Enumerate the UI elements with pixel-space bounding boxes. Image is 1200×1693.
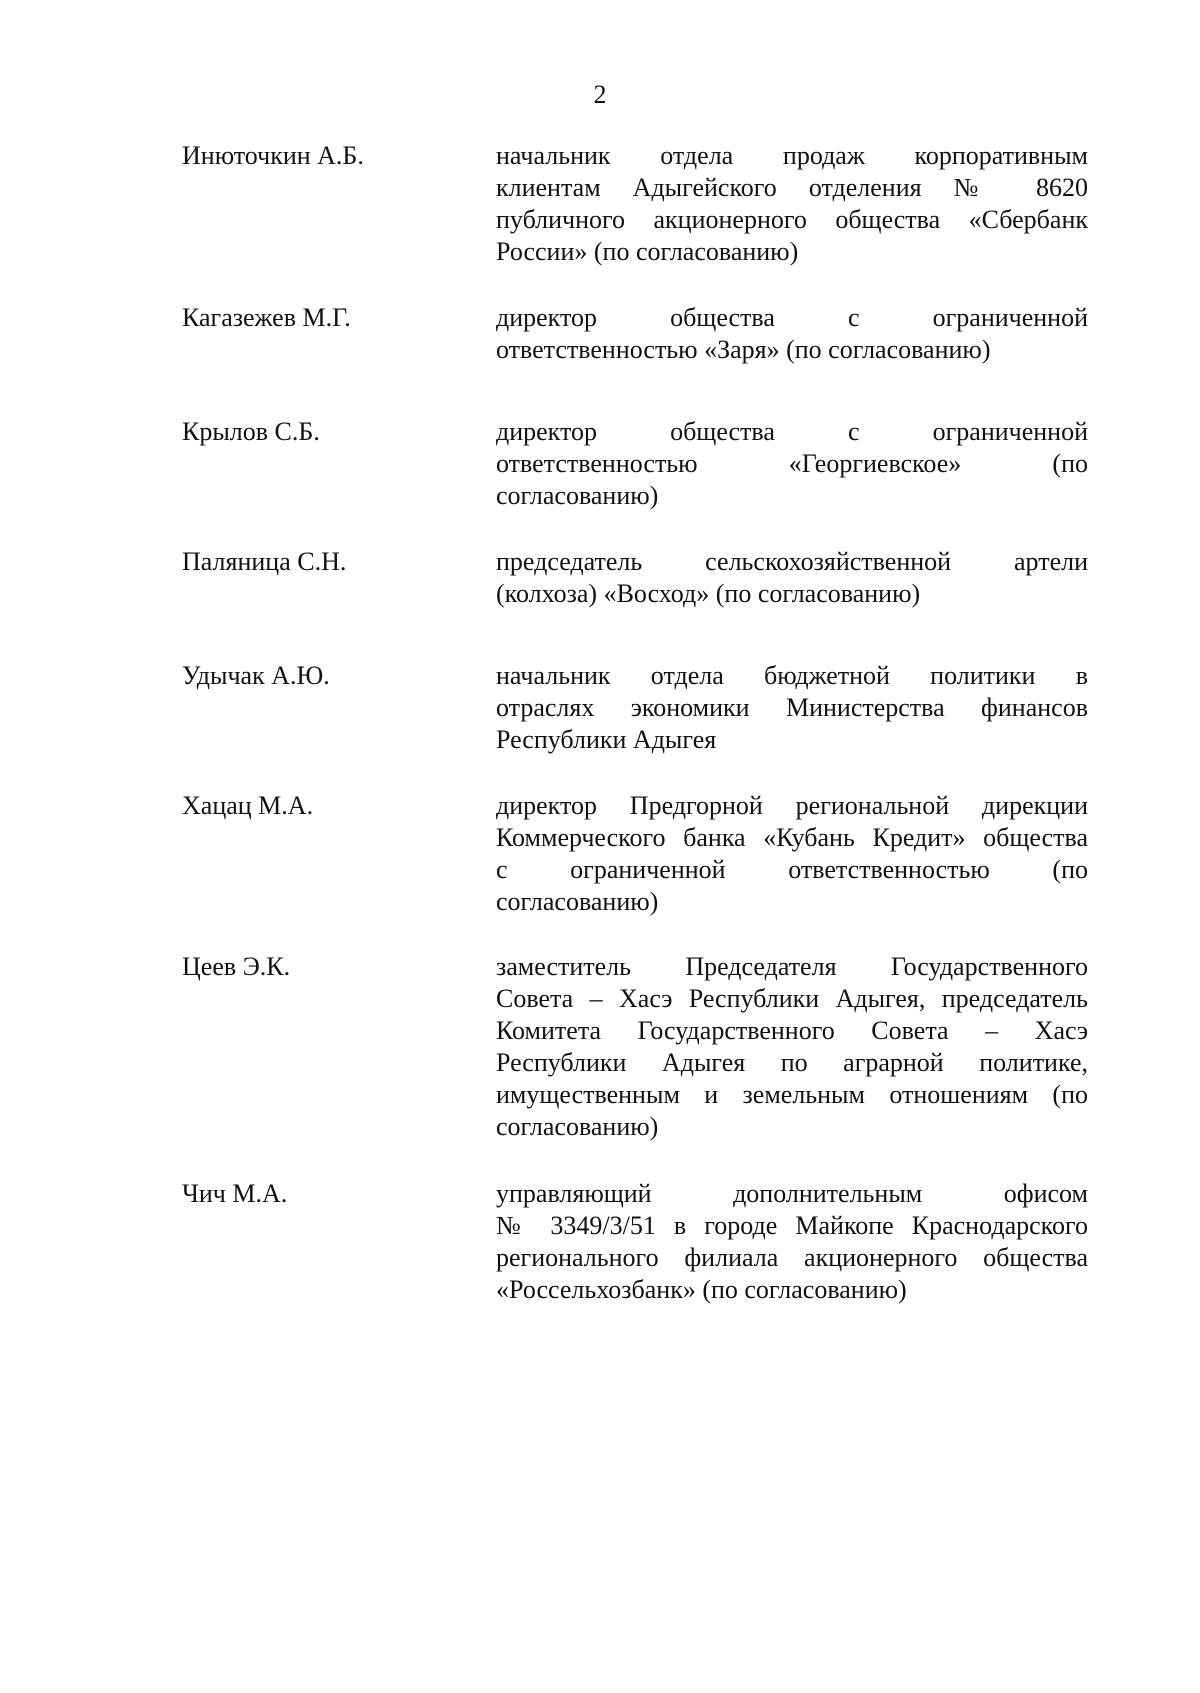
- position-line: «Россельхозбанк» (по согласованию): [496, 1275, 907, 1304]
- position-line: начальник отдела бюджетной политики в: [496, 661, 1088, 690]
- position-line: начальник отдела продаж корпоративным: [496, 141, 1088, 170]
- member-name: Крылов С.Б.: [182, 417, 320, 446]
- member-name: Инюточкин А.Б.: [182, 141, 364, 170]
- position-line: директор общества с ограниченной: [496, 303, 1088, 332]
- member-position: [496, 790, 1088, 918]
- member-name: Чич М.А.: [182, 1179, 288, 1208]
- position-line: России» (по согласованию): [496, 237, 799, 266]
- member-name: Паляница С.Н.: [182, 547, 347, 576]
- page-number: 2: [593, 80, 607, 109]
- position-line: отраслях экономики Министерства финансов: [496, 693, 1088, 722]
- position-line: публичного акционерного общества «Сбербанк: [496, 205, 1088, 234]
- position-line: (колхоза) «Восход» (по согласованию): [496, 579, 921, 608]
- member-position: [496, 660, 1088, 756]
- position-line: председатель сельскохозяйственной артели: [496, 547, 1088, 576]
- position-line: ответственностью «Заря» (по согласованию): [496, 335, 991, 364]
- position-line: директор Предгорной региональной дирекции: [496, 791, 1088, 820]
- position-line: Совета – Хасэ Республики Адыгея, председатель: [496, 984, 1088, 1013]
- position-line: согласованию): [496, 1112, 659, 1141]
- member-position: [496, 140, 1088, 268]
- member-name: Кагазежев М.Г.: [182, 303, 351, 332]
- position-line: ответственностью «Георгиевское» (по: [496, 449, 1088, 478]
- member-position: [496, 546, 1088, 610]
- position-line: согласованию): [496, 887, 659, 916]
- member-name: Цеев Э.К.: [182, 952, 291, 981]
- position-line: согласованию): [496, 481, 659, 510]
- member-name: Удычак А.Ю.: [182, 661, 330, 690]
- position-line: Комитета Государственного Совета – Хасэ: [496, 1016, 1088, 1045]
- position-line: Республики Адыгея по аграрной политике,: [496, 1048, 1088, 1077]
- position-line: имущественным и земельным отношениям (по: [496, 1080, 1088, 1109]
- position-line: управляющий дополнительным офисом: [496, 1179, 1088, 1208]
- member-name: Хацац М.А.: [182, 791, 314, 820]
- position-line: Коммерческого банка «Кубань Кредит» общества: [496, 823, 1088, 852]
- position-line: заместитель Председателя Государственного: [496, 952, 1088, 981]
- position-line: клиентам Адыгейского отделения № 8620: [496, 173, 1088, 202]
- member-position: [496, 416, 1088, 512]
- position-line: регионального филиала акционерного общества: [496, 1243, 1088, 1272]
- position-line: директор общества с ограниченной: [496, 417, 1088, 446]
- member-position: [496, 951, 1088, 1143]
- position-line: Республики Адыгея: [496, 725, 717, 754]
- position-line: № 3349/3/51 в городе Майкопе Краснодарского: [496, 1211, 1088, 1240]
- position-line: с ограниченной ответственностью (по: [496, 855, 1088, 884]
- member-position: [496, 1178, 1088, 1306]
- member-position: [496, 302, 1088, 366]
